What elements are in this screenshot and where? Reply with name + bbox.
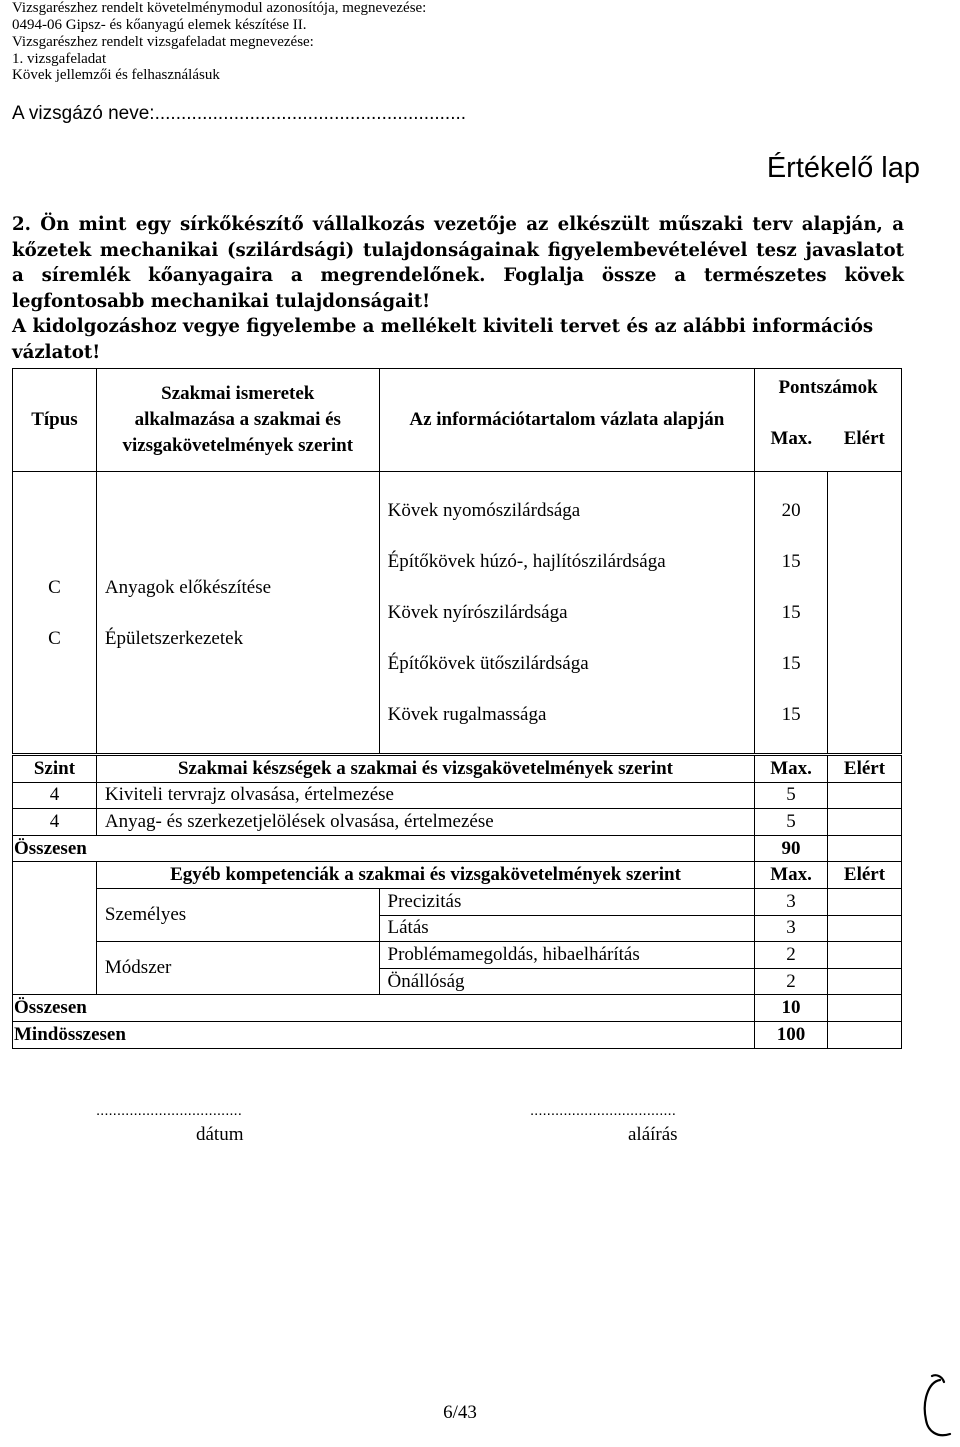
earned-header: Elért bbox=[828, 407, 902, 472]
competencies-max-header: Max. bbox=[755, 862, 828, 889]
header-line-2: 0494-06 Gipsz- és kőanyagú elemek készítése II. bbox=[12, 17, 307, 33]
type-header: Típus bbox=[13, 369, 97, 472]
competency-item: Önállóság bbox=[379, 968, 755, 995]
knowledge-table bbox=[12, 368, 902, 754]
blank-cell bbox=[13, 862, 97, 889]
earned-points-cell[interactable] bbox=[828, 472, 902, 754]
skill-max: 5 bbox=[755, 809, 828, 836]
grand-total-max: 100 bbox=[755, 1021, 828, 1048]
task-paragraph-2: A kidolgozáshoz vegye figyelembe a mellékelt kiviteli tervet és az alábbi információs vázlatot! bbox=[12, 316, 874, 363]
competency-max: 3 bbox=[755, 888, 828, 915]
skill-label: Anyag- és szerkezetjelölések olvasása, értelmezése bbox=[96, 809, 754, 836]
date-line[interactable]: ................................... bbox=[96, 1102, 242, 1119]
skills-max-header: Max. bbox=[755, 756, 828, 783]
handwritten-signature-icon bbox=[918, 1372, 954, 1442]
competency-earned-input[interactable] bbox=[828, 888, 902, 915]
skill-earned-input[interactable] bbox=[828, 809, 902, 836]
outline-item: Kövek nyírószilárdsága bbox=[387, 602, 568, 623]
max-points: 20 bbox=[781, 500, 801, 521]
page-title: Értékelő lap bbox=[766, 152, 920, 184]
competency-max: 3 bbox=[755, 915, 828, 942]
outline-header: Az információtartalom vázlata alapján bbox=[379, 369, 755, 472]
candidate-name-field[interactable]: A vizsgázó neve:........................................................... bbox=[12, 103, 467, 124]
skill-level: 4 bbox=[13, 782, 97, 809]
skill-earned-input[interactable] bbox=[828, 782, 902, 809]
subtotal-max: 90 bbox=[755, 835, 828, 862]
competency-earned-input[interactable] bbox=[828, 968, 902, 995]
type-value-2: C bbox=[48, 627, 61, 649]
skills-table bbox=[12, 755, 902, 1049]
max-points: 15 bbox=[781, 602, 801, 623]
max-points-cell bbox=[755, 472, 828, 754]
task-paragraph-1: 2. Ön mint egy sírkőkészítő vállalkozás vezetője az elkészült műszaki terv alapján, a kőzetek mechanikai (szilárdsági) tulajdonságainak figyelembevételével tesz javaslatot a síremlék kőanyagaira a megrendelőnek. Foglalja össze a természetes kövek legfontosabb mechanikai tulajdonságait! bbox=[12, 214, 904, 312]
competencies-earned-header: Elért bbox=[828, 862, 902, 889]
max-points: 15 bbox=[781, 653, 801, 674]
competency-max: 2 bbox=[755, 968, 828, 995]
competency-earned-input[interactable] bbox=[828, 942, 902, 969]
competency-earned-input[interactable] bbox=[828, 915, 902, 942]
grand-total-earned-input[interactable] bbox=[828, 1021, 902, 1048]
competency-item: Látás bbox=[379, 915, 755, 942]
type-value-1: C bbox=[48, 576, 61, 598]
header-line-3: Vizsgarészhez rendelt vizsgafeladat megnevezése: bbox=[12, 34, 314, 50]
competency-group: Személyes bbox=[96, 888, 379, 941]
subtotal-earned-input[interactable] bbox=[828, 835, 902, 862]
knowledge-header: Szakmai ismeretek alkalmazása a szakmai és vizsgakövetelmények szerint bbox=[96, 369, 379, 472]
type-cell bbox=[13, 472, 97, 754]
task-description bbox=[12, 212, 904, 365]
blank-cell bbox=[13, 888, 97, 994]
subtotal-label: Összesen bbox=[13, 835, 755, 862]
subtotal-earned-input[interactable] bbox=[828, 995, 902, 1022]
max-points: 15 bbox=[781, 704, 801, 725]
topic-1: Anyagok előkészítése bbox=[104, 576, 272, 598]
skill-label: Kiviteli tervrajz olvasása, értelmezése bbox=[96, 782, 754, 809]
max-points: 15 bbox=[781, 551, 801, 572]
competency-item: Problémamegoldás, hibaelhárítás bbox=[379, 942, 755, 969]
grand-total-label: Mindösszesen bbox=[13, 1021, 755, 1048]
points-header: Pontszámok bbox=[755, 369, 902, 407]
signature-label: aláírás bbox=[628, 1124, 678, 1145]
competency-max: 2 bbox=[755, 942, 828, 969]
outline-item: Kövek nyomószilárdsága bbox=[387, 500, 581, 521]
topic-2: Épületszerkezetek bbox=[104, 627, 244, 649]
outline-items-cell bbox=[379, 472, 755, 754]
page-number: 6/43 bbox=[443, 1402, 477, 1423]
outline-item: Építőkövek ütőszilárdsága bbox=[387, 653, 589, 674]
date-label: dátum bbox=[196, 1124, 244, 1145]
skill-level: 4 bbox=[13, 809, 97, 836]
skills-earned-header: Elért bbox=[828, 756, 902, 783]
skill-max: 5 bbox=[755, 782, 828, 809]
outline-item: Kövek rugalmassága bbox=[387, 704, 547, 725]
header-line-1: Vizsgarészhez rendelt követelménymodul azonosítója, megnevezése: bbox=[12, 0, 427, 16]
max-header: Max. bbox=[755, 407, 828, 472]
competency-item: Precizitás bbox=[379, 888, 755, 915]
competency-group: Módszer bbox=[96, 942, 379, 995]
outline-item: Építőkövek húzó-, hajlítószilárdsága bbox=[387, 551, 666, 572]
header-line-5: Kövek jellemzői és felhasználásuk bbox=[12, 67, 220, 83]
skills-header: Szakmai készségek a szakmai és vizsgakövetelmények szerint bbox=[96, 756, 754, 783]
level-header: Szint bbox=[13, 756, 97, 783]
subtotal-label: Összesen bbox=[13, 995, 755, 1022]
topic-cell bbox=[96, 472, 379, 754]
signature-line[interactable]: ................................... bbox=[530, 1102, 676, 1119]
header-line-4: 1. vizsgafeladat bbox=[12, 51, 107, 67]
competencies-header: Egyéb kompetenciák a szakmai és vizsgakövetelmények szerint bbox=[96, 862, 754, 889]
subtotal-max: 10 bbox=[755, 995, 828, 1022]
